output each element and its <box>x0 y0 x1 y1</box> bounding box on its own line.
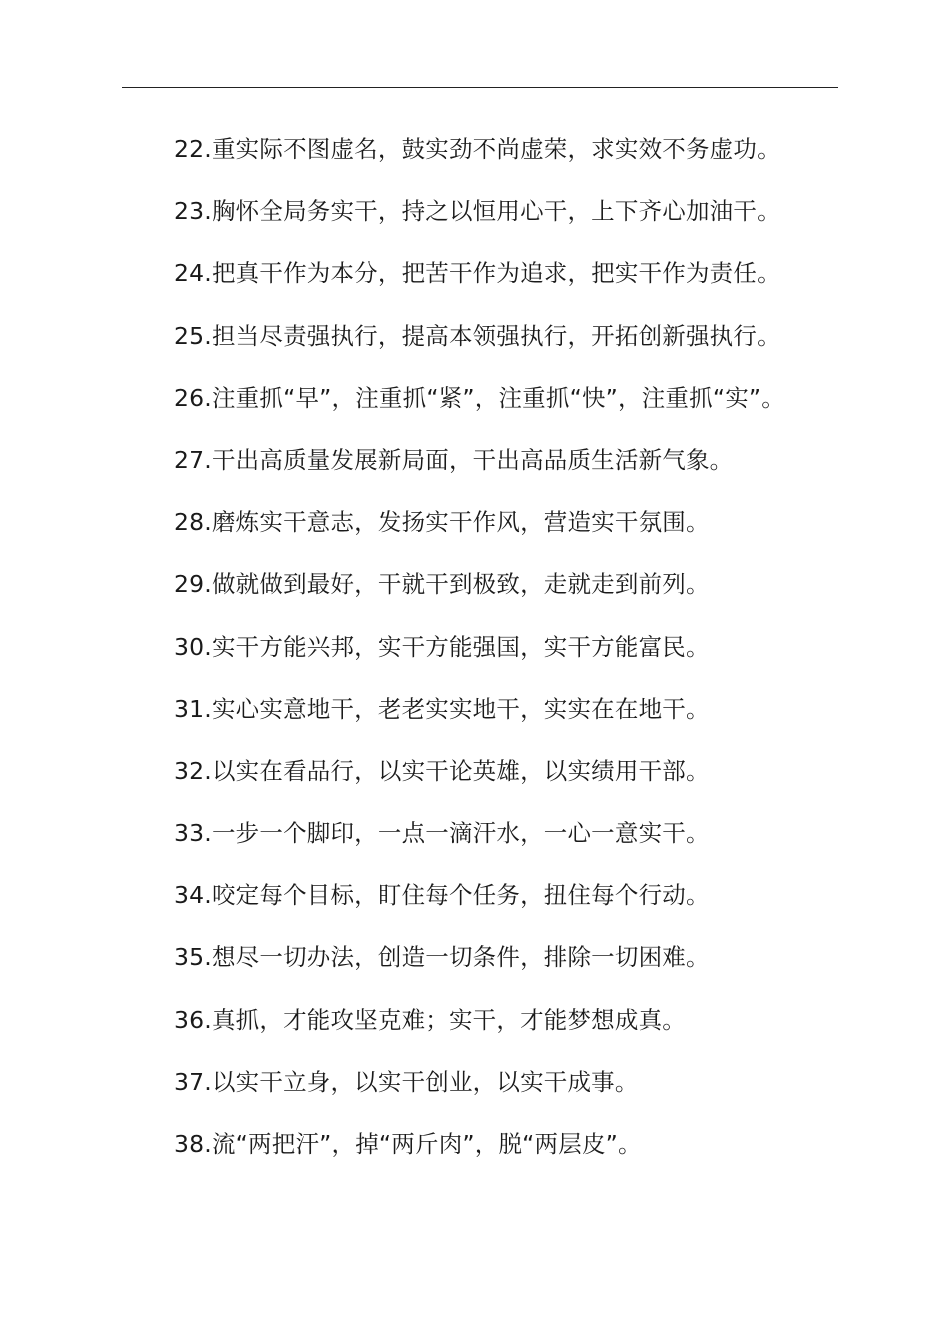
list-item: 32.以实在看品行，以实干论英雄，以实绩用干部。 <box>174 756 710 785</box>
list-item: 31.实心实意地干，老老实实地干，实实在在地干。 <box>174 694 710 723</box>
list-item: 28.磨炼实干意志，发扬实干作风，营造实干氛围。 <box>174 508 710 537</box>
list-item: 23.胸怀全局务实干，持之以恒用心干，上下齐心加油干。 <box>174 197 781 226</box>
header-divider <box>122 87 838 88</box>
list-item: 26.注重抓“早”，注重抓“紧”，注重抓“快”，注重抓“实”。 <box>174 383 785 412</box>
list-item: 25.担当尽责强执行，提高本领强执行，开拓创新强执行。 <box>174 321 781 350</box>
list-item: 27.干出高质量发展新局面，干出高品质生活新气象。 <box>174 445 734 474</box>
list-item: 33.一步一个脚印，一点一滴汗水，一心一意实干。 <box>174 819 710 848</box>
slogan-list <box>174 130 874 1187</box>
list-item: 30.实干方能兴邦，实干方能强国，实干方能富民。 <box>174 632 710 661</box>
list-item: 22.重实际不图虚名，鼓实劲不尚虚荣，求实效不务虚功。 <box>174 135 781 163</box>
list-item: 36.真抓，才能攻坚克难；实干，才能梦想成真。 <box>174 1005 686 1034</box>
list-item: 29.做就做到最好，干就干到极致，走就走到前列。 <box>174 570 710 599</box>
list-item: 24.把真干作为本分，把苦干作为追求，把实干作为责任。 <box>174 259 781 288</box>
list-item: 37.以实干立身，以实干创业，以实干成事。 <box>174 1067 639 1096</box>
list-item: 38.流“两把汗”，掉“两斤肉”，脱“两层皮”。 <box>174 1130 642 1158</box>
list-item: 34.咬定每个目标，盯住每个任务，扭住每个行动。 <box>174 881 710 910</box>
list-item: 35.想尽一切办法，创造一切条件，排除一切困难。 <box>174 943 710 972</box>
